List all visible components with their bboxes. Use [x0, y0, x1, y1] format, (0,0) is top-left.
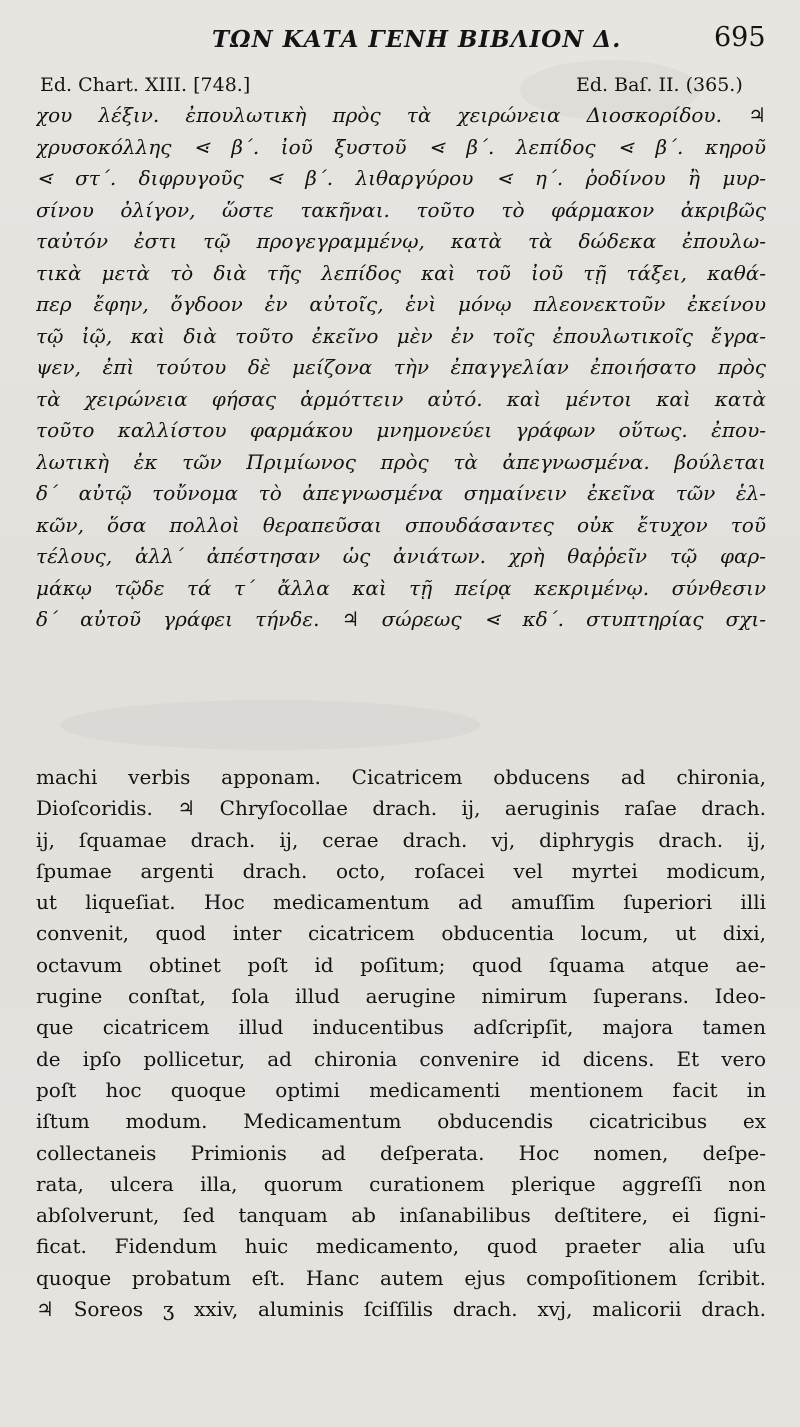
greek-text-line: σίνου ὀλίγον, ὥστε τακῆναι. τοῦτο τὸ φάρμακον ἀκριβῶς: [36, 197, 766, 222]
greek-text-line: λωτικὴ ἐκ τῶν Πριμίωνος πρὸς τὰ ἀπεγνωσμένα. βούλεται: [36, 449, 766, 474]
greek-text-line: κῶν, ὅσα πολλοὶ θεραπεῦσαι σπουδάσαντες οὐκ ἔτυχον τοῦ: [36, 512, 766, 537]
latin-text-line: ficat. Fidendum huic medicamento, quod praeter alia uſu: [36, 1234, 766, 1259]
latin-text-line: Dioſcoridis. ♃ Chryſocollae drach. ij, aeruginis raſae drach.: [36, 796, 766, 821]
edition-line: [0, 70, 800, 100]
greek-text-line: χρυσοκόλλης ⋖ β΄. ἰοῦ ξυστοῦ ⋖ β΄. λεπίδος ⋖ β΄. κηροῦ: [36, 134, 766, 159]
edition-basel: Ed. Baſ. II. (365.): [576, 74, 743, 96]
latin-text-line: iſtum modum. Medicamentum obducendis cicatricibus ex: [36, 1109, 766, 1134]
greek-text-line: τοῦτο καλλίστου φαρμάκου μνημονεύει γράφων οὕτως. ἐπου-: [36, 418, 766, 442]
edition-chartier: Ed. Chart. XIII. [748.]: [40, 74, 251, 96]
page-number: 695: [714, 22, 766, 53]
latin-text-line: abſolverunt, ſed tanquam ab inſanabilibus deſtitere, ei ſigni-: [36, 1203, 766, 1228]
latin-text-line: poſt hoc quoque optimi medicamenti mentionem facit in: [36, 1077, 766, 1102]
latin-text-line: quoque probatum eſt. Hanc autem ejus compoſitionem ſcribit.: [36, 1265, 766, 1290]
greek-text-line: τέλους, ἀλλ΄ ἀπέστησαν ὡς ἀνιάτων. χρὴ θαῤῥεῖν τῷ φαρ-: [36, 544, 766, 568]
latin-text-line: ſpumae argenti drach. octo, roſacei vel myrtei modicum,: [36, 858, 766, 883]
latin-text-line: ij, ſquamae drach. ij, cerae drach. vj, diphrygis drach. ij,: [36, 827, 766, 852]
latin-text-line: que cicatricem illud inducentibus adſcripſit, majora tamen: [36, 1015, 766, 1040]
latin-text-line: machi verbis apponam. Cicatricem obducens ad chironia,: [36, 765, 766, 789]
greek-text-line: περ ἔφην, ὄγδοον ἐν αὐτοῖς, ἑνὶ μόνῳ πλεονεκτοῦν ἐκείνου: [36, 292, 766, 316]
latin-text-line: rata, ulcera illa, quorum curationem plerique aggreſſi non: [36, 1171, 766, 1196]
latin-text-line: ut liqueſiat. Hoc medicamentum ad amuſſim ſuperiori illi: [36, 890, 766, 915]
greek-text-line: τικὰ μετὰ τὸ διὰ τῆς λεπίδος καὶ τοῦ ἰοῦ τῇ τάξει, καθά-: [36, 260, 766, 285]
greek-text-line: τῷ ἰῷ, καὶ διὰ τοῦτο ἐκεῖνο μὲν ἐν τοῖς ἐπουλωτικοῖς ἔγρα-: [36, 323, 766, 348]
latin-text-line: octavum obtinet poſt id poſitum; quod ſquama atque ae-: [36, 952, 766, 977]
greek-text-line: ⋖ στ΄. διφρυγοῦς ⋖ β΄. λιθαργύρου ⋖ η΄. ῥοδίνου ἢ μυρ-: [36, 166, 766, 190]
latin-text-line: rugine conſtat, ſola illud aerugine nimirum ſuperans. Ideo-: [36, 984, 766, 1009]
paper-stain: [60, 700, 480, 750]
greek-text-line: δ΄ αὐτῷ τοὔνομα τὸ ἀπεγνωσμένα σημαίνειν ἐκεῖνα τῶν ἑλ-: [36, 481, 766, 505]
latin-text-line: convenit, quod inter cicatricem obducentia locum, ut dixi,: [36, 921, 766, 946]
greek-text-line: τὰ χειρώνεια φήσας ἁρμόττειν αὐτό. καὶ μέντοι καὶ κατὰ: [36, 386, 766, 411]
latin-text-line: ♃ Soreos ʒ xxiv, aluminis ſciſſilis drach. xvj, malicorii drach.: [36, 1297, 766, 1322]
greek-text-line: ταὐτόν ἐστι τῷ προγεγραμμένῳ, κατὰ τὰ δώδεκα ἐπουλω-: [36, 229, 766, 253]
latin-text-line: de ipſo pollicetur, ad chironia convenire id dicens. Et vero: [36, 1046, 766, 1071]
greek-text-line: ψεν, ἐπὶ τούτου δὲ μείζονα τὴν ἐπαγγελίαν ἐποιήσατο πρὸς: [36, 355, 766, 379]
greek-text-block: [36, 100, 766, 636]
greek-text-line: δ΄ αὐτοῦ γράφει τήνδε. ♃ σώρεως ⋖ κδ΄. στυπτηρίας σχι-: [36, 607, 766, 631]
running-head: [0, 22, 800, 62]
latin-text-line: collectaneis Primionis ad deſperata. Hoc nomen, deſpe-: [36, 1140, 766, 1165]
latin-text-block: [36, 762, 766, 1325]
greek-text-line: χου λέξιν. ἐπουλωτικὴ πρὸς τὰ χειρώνεια Διοσκορίδου. ♃: [36, 103, 766, 127]
greek-text-line: μάκῳ τῷδε τά τ΄ ἄλλα καὶ τῇ πείρᾳ κεκριμένῳ. σύνθεσιν: [36, 575, 766, 600]
running-head-title: ΤΩΝ ΚΑΤΑ ΓΕΝΗ ΒΙΒΛΙΟΝ Δ.: [212, 26, 622, 53]
